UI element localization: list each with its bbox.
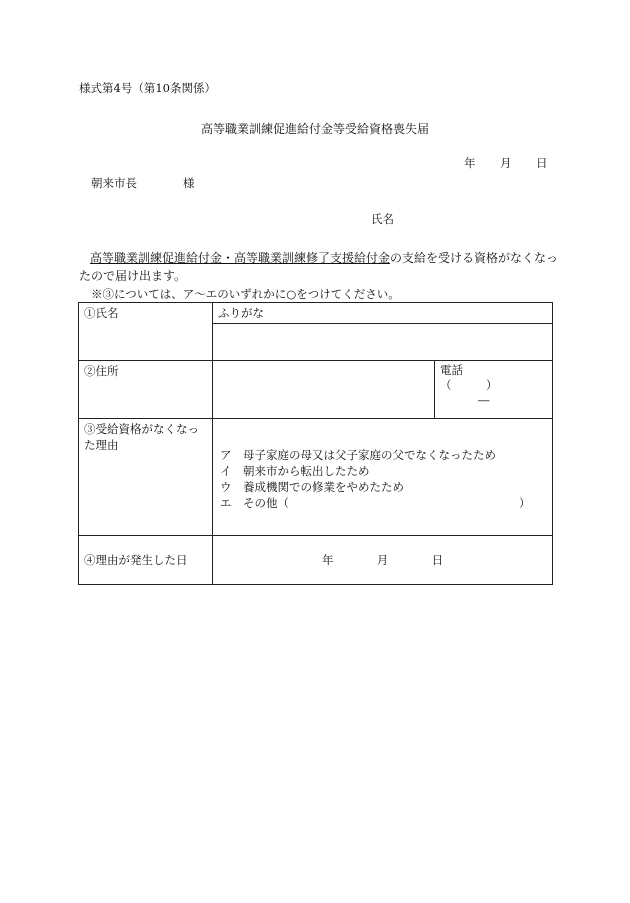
furigana-label: ふりがな bbox=[218, 306, 264, 320]
address-field[interactable] bbox=[213, 361, 435, 419]
statement-rest: の支給を受ける資格がなくなっ bbox=[390, 251, 559, 265]
phone-dash: ― bbox=[478, 393, 490, 407]
table-row-date bbox=[79, 536, 553, 585]
address-label: ②住所 bbox=[84, 364, 119, 378]
reason-option-i[interactable]: イ 朝来市から転出したため bbox=[220, 464, 370, 478]
name-label: ①氏名 bbox=[84, 306, 119, 320]
reason-label: ③受給資格がなくなった理由 bbox=[84, 422, 199, 452]
date-day-label: 日 bbox=[536, 156, 548, 170]
notification-table bbox=[78, 302, 553, 585]
occurrence-date-label-cell bbox=[79, 536, 213, 585]
occurrence-date-field[interactable] bbox=[213, 536, 553, 585]
addressee-name: 朝来市長 bbox=[91, 176, 137, 190]
applicant-name-label: 氏名 bbox=[371, 212, 394, 226]
occurrence-date-month: 月 bbox=[376, 553, 389, 567]
instruction-note: ※③については、ア～エのいずれかに○をつけてください。 bbox=[91, 287, 400, 301]
address-label-cell bbox=[79, 361, 213, 419]
occurrence-date-day: 日 bbox=[431, 553, 444, 567]
reason-label-cell bbox=[79, 419, 213, 536]
addressee-honorific: 様 bbox=[183, 176, 195, 190]
document-title: 高等職業訓練促進給付金等受給資格喪失届 bbox=[201, 122, 430, 136]
form-number: 様式第4号（第10条関係） bbox=[79, 81, 216, 95]
furigana-field[interactable] bbox=[213, 303, 553, 324]
statement-underlined: 高等職業訓練促進給付金・高等職業訓練修了支援給付金 bbox=[90, 251, 391, 265]
phone-field[interactable] bbox=[435, 361, 553, 419]
date-year-label: 年 bbox=[464, 156, 476, 170]
statement-line1 bbox=[90, 249, 558, 266]
table-row-reason bbox=[79, 419, 553, 536]
reason-options bbox=[213, 419, 553, 536]
statement-line2: たので届け出ます。 bbox=[79, 269, 187, 283]
reason-option-e[interactable]: エ その他（ ） bbox=[220, 496, 531, 510]
name-label-cell bbox=[79, 303, 213, 361]
phone-area-code: （ ） bbox=[440, 378, 498, 392]
phone-label: 電話 bbox=[440, 363, 463, 377]
table-row-address bbox=[79, 361, 553, 419]
occurrence-date-year: 年 bbox=[321, 553, 334, 567]
name-field[interactable] bbox=[213, 324, 553, 361]
date-month-label: 月 bbox=[500, 156, 512, 170]
occurrence-date-label: ④理由が発生した日 bbox=[84, 553, 188, 567]
table-row-name-furigana bbox=[79, 303, 553, 324]
reason-option-a[interactable]: ア 母子家庭の母又は父子家庭の父でなくなったため bbox=[220, 448, 496, 462]
reason-option-u[interactable]: ウ 養成機関での修業をやめたため bbox=[220, 480, 404, 494]
